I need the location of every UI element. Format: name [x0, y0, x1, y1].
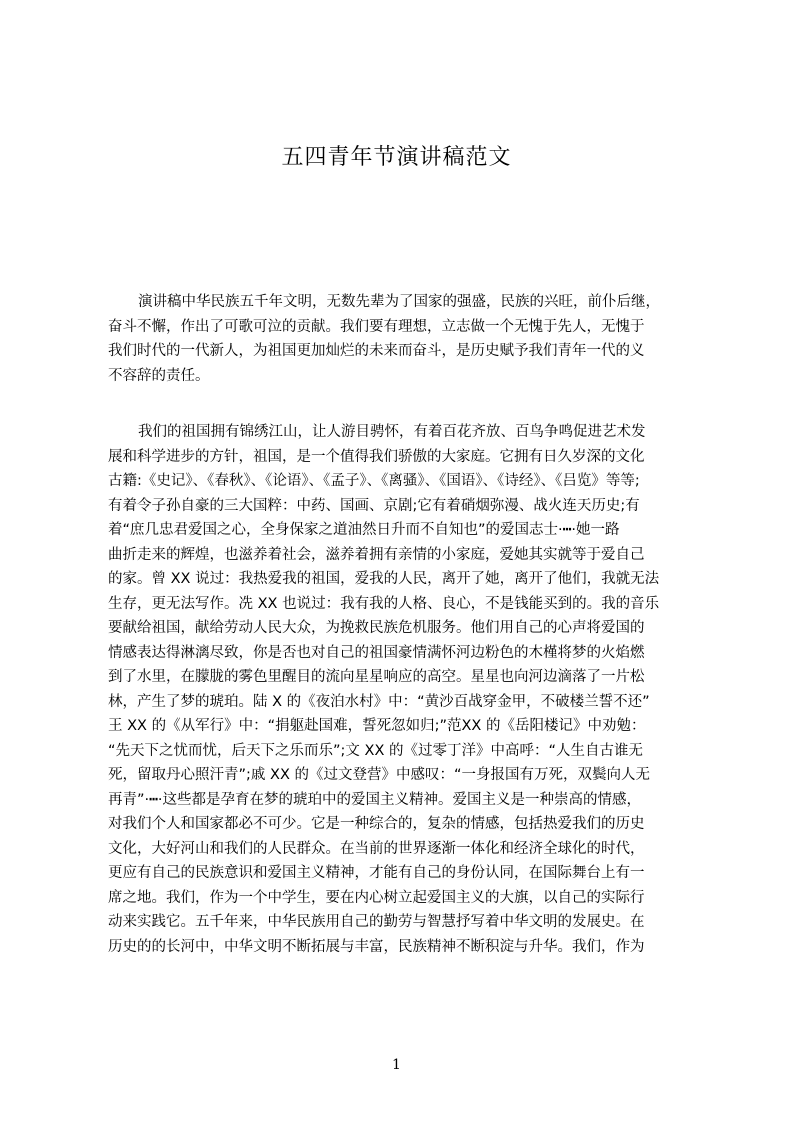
text-line: 席之地。我们，作为一个中学生，要在内心树立起爱国主义的大旗，以自己的实际行: [108, 889, 645, 906]
text-line: 到了水里，在朦胧的雾色里醒目的流向星星响应的高空。星星也向河边滴落了一片松: [108, 669, 645, 685]
text-line: 演讲稿中华民族五千年文明，无数先辈为了国家的强盛，民族的兴旺，前仆后继，: [138, 294, 660, 310]
text-line: “先天下之忧而忧，后天下之乐而乐”;文 XX 的《过零丁洋》中高呼：“人生自古谁无: [108, 742, 644, 759]
text-line: 历史的的长河中，中华文明不断拓展与丰富，民族精神不断积淀与升华。我们，作为: [108, 938, 645, 955]
text-line: 我们的祖国拥有锦绣江山，让人游目骋怀，有着百花齐放、百鸟争鸣促进艺术发: [138, 424, 646, 440]
text-line: 死，留取丹心照汗青”;戚 XX 的《过文登营》中感叹：“一身报国有万死，双鬓向人无: [108, 767, 650, 783]
text-line: 林，产生了梦的琥珀。陆 X 的《夜泊水村》中：“黄沙百战穿金甲，不破楼兰誓不还”: [108, 693, 650, 710]
document-title: 五四青年节演讲稿范文: [281, 145, 512, 170]
text-line: 奋斗不懈，作出了可歌可泣的贡献。我们要有理想，立志做一个无愧于先人，无愧于: [108, 318, 645, 335]
text-line: 曲折走来的辉煌，也滋养着社会，滋养着拥有亲情的小家庭，爱她其实就等于爱自己: [108, 546, 645, 563]
text-line: 不容辞的责任。: [108, 367, 210, 384]
text-line: 古籍:《史记》、《春秋》、《论语》、《孟子》、《离骚》、《国语》、《诗经》、《吕览》等等;: [108, 473, 640, 489]
text-line: 着“庶几忠君爱国之心，全身保家之道油然日升而不自知也”的爱国志士·┅·她一路: [108, 522, 620, 538]
text-line: 要献给祖国，献给劳动人民大众，为挽救民族危机服务。他们用自己的心声将爱国的: [108, 620, 645, 636]
text-line: 展和科学进步的方针，祖国，是一个值得我们骄傲的大家庭。它拥有日久岁深的文化: [108, 448, 645, 465]
text-line: 情感表达得淋漓尽致，你是否也对自己的祖国豪情满怀河边粉色的木槿将梦的火焰燃: [108, 644, 645, 661]
text-line: 我们时代的一代新人，为祖国更加灿烂的未来而奋斗，是历史赋予我们青年一代的义: [108, 343, 645, 359]
text-line: 王 XX 的《从军行》中：“捐躯赴国难，誓死忽如归;”范XX 的《岳阳楼记》中劝勉：: [108, 718, 646, 734]
page-number: 1: [392, 1057, 401, 1073]
paragraph-1: [108, 290, 696, 388]
text-line: 更应有自己的民族意识和爱国主义精神，才能有自己的身份认同，在国际舞台上有一: [108, 865, 645, 881]
paragraph-2: [108, 420, 696, 959]
text-line: 文化，大好河山和我们的人民群众。在当前的世界逐渐一体化和经济全球化的时代，: [108, 840, 645, 857]
text-line: 对我们个人和国家都必不可少。它是一种综合的，复杂的情感，包括热爱我们的历史: [108, 816, 645, 832]
text-line: 的家。曾 XX 说过：我热爱我的祖国，爱我的人民，离开了她，离开了他们，我就无法: [108, 571, 660, 587]
text-line: 动来实践它。五千年来，中华民族用自己的勤劳与智慧抒写着中华文明的发展史。在: [108, 914, 645, 930]
text-line: 有着令子孙自豪的三大国粹：中药、国画、京剧;它有着硝烟弥漫、战火连天历史;有: [108, 497, 640, 514]
text-line: 生存，更无法写作。冼 XX 也说过：我有我的人格、良心，不是钱能买到的。我的音乐: [108, 595, 660, 612]
text-line: 再青”·┅·这些都是孕育在梦的琥珀中的爱国主义精神。爱国主义是一种崇高的情感，: [108, 791, 641, 808]
